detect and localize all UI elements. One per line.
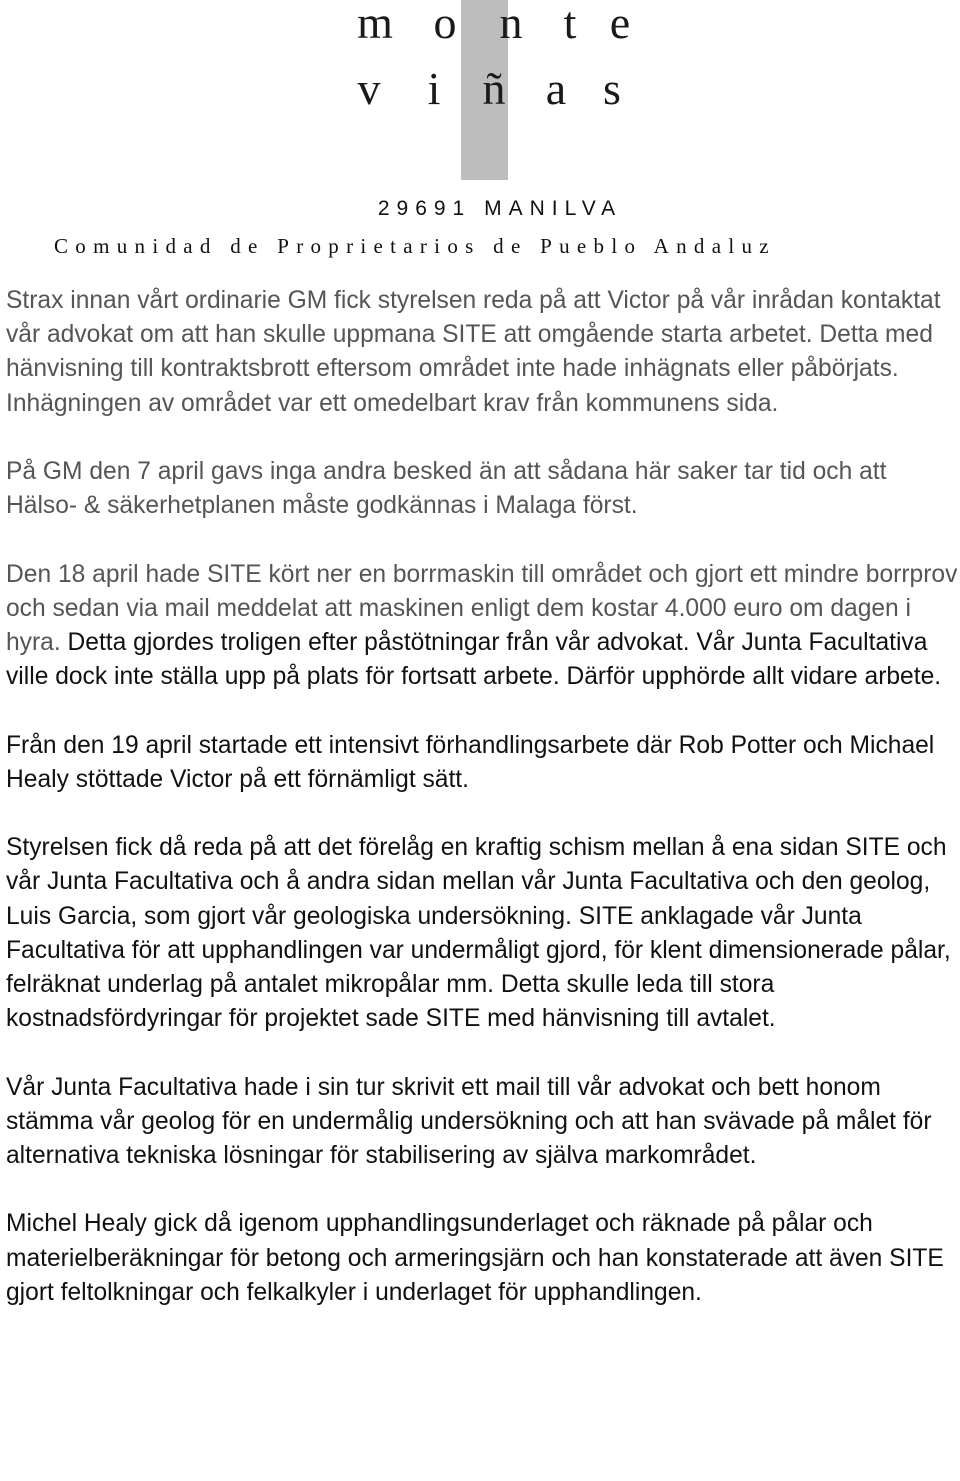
paragraph-text: På GM den 7 april gavs inga andra besked än att sådana här saker tar tid och att Hälso- & säkerhetplanen måste godkännas i Malaga först.: [6, 458, 887, 520]
paragraph-6: [6, 1071, 958, 1174]
logo-letter: s: [603, 63, 621, 114]
logo-line-1: [346, 0, 640, 46]
paragraph-1: [6, 284, 958, 421]
logo-letter: v: [357, 63, 381, 114]
paragraph-text: Styrelsen fick då reda på att det förelåg en kraftig schism mellan å ena sidan SITE och vår Junta Facultativa och å andra sidan mellan vår Junta Facultativa och den geolog, Luis Garcia, som gjort vår geologiska undersökning. SITE anklagade vår Junta Facultativa för att upphandlingen var undermåligt gjord, för klent dimensionerade pålar, felräknat underlag på antalet mikropålar mm. Detta skulle leda till stora kostnadsfördyringar för projektet sade SITE med hänvisning till avtalet.: [6, 834, 951, 1033]
paragraph-text: Vår Junta Facultativa hade i sin tur skrivit ett mail till vår advokat och bett honom stämma vår geolog för en undermålig undersökning och att han svävade på målet för alternativa tekniska lösningar för stabilisering av själva markområdet.: [6, 1073, 932, 1169]
paragraph-3: [6, 558, 958, 695]
paragraph-text: Den 18 april hade SITE kört ner en borrmaskin till området och gjort ett mindre borrprov och sedan via mail meddelat att maskinen enligt dem kostar 4.000 euro om dagen i hyra.: [6, 560, 958, 656]
logo-letter: n: [499, 0, 523, 48]
paragraph-5: [6, 831, 958, 1036]
paragraph-text: Michel Healy gick då igenom upphandlingsunderlaget och räknade på pålar och materielberäkningar för betong och armeringsjärn och han konstaterade att även SITE gjort feltolkningar och felkalkyler i underlaget för upphandlingen.: [6, 1210, 944, 1306]
logo-letter: ñ: [482, 63, 506, 114]
community-name: Comunidad de Proprietarios de Pueblo Andaluz: [54, 234, 776, 258]
logo-letter: t: [563, 0, 577, 48]
paragraph-text: Strax innan vårt ordinarie GM fick styrelsen reda på att Victor på vår inrådan kontaktat vår advokat om att han skulle uppmana SITE att omgående starta arbetet. Detta med hänvisning till kontraktsbrott eftersom området inte hade inhägnats eller påbörjats. Inhägningen av området var ett omedelbart krav från kommunens sida.: [6, 287, 941, 417]
logo-line-2: [346, 63, 630, 114]
postal-address: 29691 MANILVA: [377, 197, 623, 220]
logo-letter: a: [545, 63, 567, 114]
letterhead: [0, 0, 960, 275]
paragraph-text: Från den 19 april startade ett intensivt förhandlingsarbete där Rob Potter och Michael Healy stöttade Victor på ett förnämligt sätt.: [6, 731, 935, 793]
logo-letter: i: [427, 63, 441, 114]
logo-letter: e: [609, 0, 631, 48]
logo-letter: o: [433, 0, 457, 48]
paragraph-2: [6, 455, 958, 523]
paragraph-7: [6, 1207, 958, 1310]
logo-letter: m: [357, 0, 393, 48]
paragraph-4: [6, 729, 958, 797]
letter-body: [6, 284, 958, 1344]
paragraph-text: Detta gjordes troligen efter påstötningar från vår advokat. Vår Junta Facultativa ville dock inte ställa upp på plats för fortsatt arbete. Därför upphörde allt vidare arbete.: [6, 629, 942, 691]
